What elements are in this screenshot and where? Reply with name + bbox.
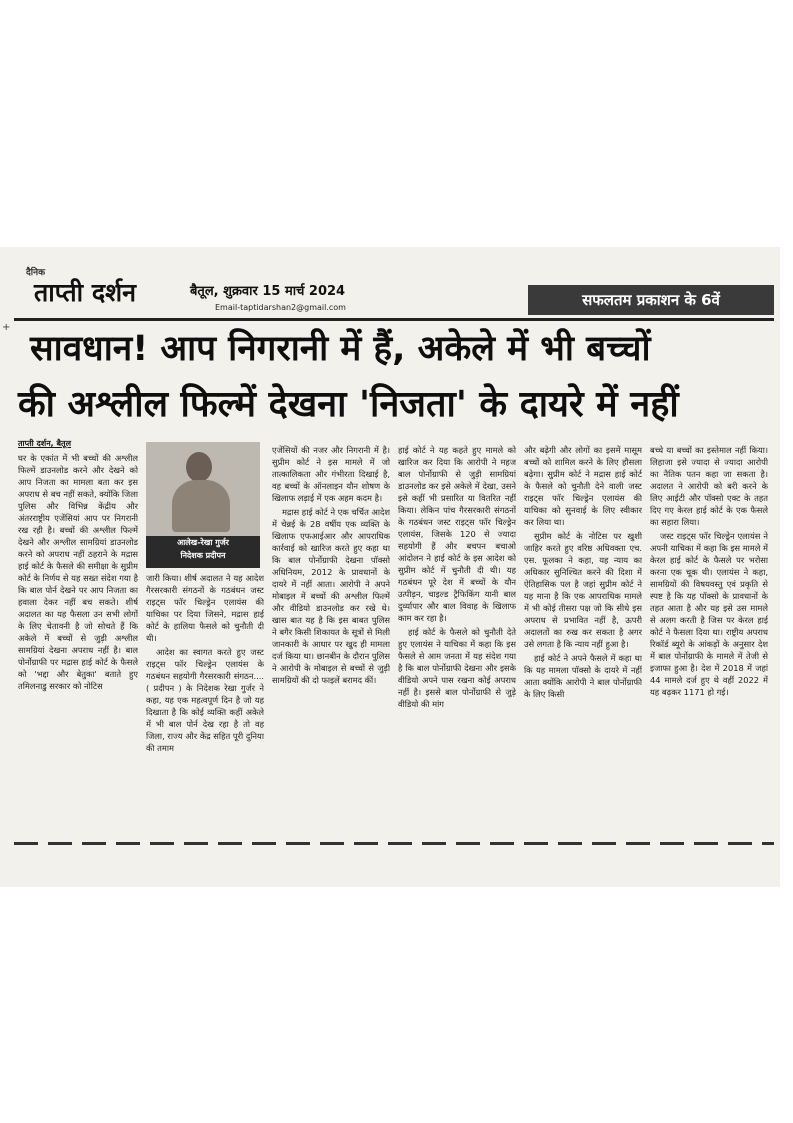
caption-line-2: निदेशक प्रदीपन (180, 551, 226, 560)
dateline: बैतूल, शुक्रवार 15 मार्च 2024 (190, 284, 346, 299)
paragraph: आदेश का स्वागत करते हुए जस्ट राइट्स फॉर चिल्ड्रेन एलायंस के गठबंधन सहयोगी गैरसरकारी संगठन....( प्रदीपन ) के निदेशक रेखा गुर्जर ने कहा, यह एक महत्वपूर्ण दिन है जो यह दिखाता है कि कोई व्यक्ति कहीं अकेले में भी बाल पोर्न देख रहा है तो वह जिला, राज्य और केंद्र सहित पूरी दुनिया की तमाम (146, 647, 264, 753)
masthead-daily-label: दैनिक (26, 268, 46, 278)
byline: ताप्ती दर्शन, बैतूल (18, 439, 72, 448)
headline-line-2: की अश्लील फिल्में देखना 'निजता' के दायरे में नहीं (18, 384, 679, 425)
newspaper-name: ताप्ती दर्शन (34, 278, 137, 307)
paragraph: घर के एकांत में भी बच्चों की अश्लील फिल्में डाउनलोड करने और देखने को आप निजता का मामला बता कर इस अपराध से बच नहीं सकते, क्योंकि जिला पुलिस और विभिन्न केंद्रीय और अंतरराष्ट्रीय एजेंसियां आप पर निगरानी रख रही है। बच्चों की अश्लील फिल्में देखने और अश्लील सामग्रियां डाउनलोड करने को अपराध नहीं ठहराने के मद्रास हाई कोर्ट के फैसले की समीक्षा के सुप्रीम कोर्ट के निर्णय से यह सख्त संदेश गया है कि बाल पोर्न देखने पर आप निजता का हवाला देकर नहीं बच सकते। शीर्ष अदालत का यह फैसला उन सभी लोगों के लिए चेतावनी है जो सोचते हैं कि अकेले में बच्चों से जुड़ी अश्लील सामग्रियां देखना अपराध नहीं है। बाल पोर्नोग्राफी पर मद्रास हाई कोर्ट के फैसले को 'भद्दा और बेतुका' बताते हुए तमिलनाडु सरकार को नोटिस (18, 453, 138, 691)
headline-line-1: सावधान! आप निगरानी में हैं, अकेले में भी बच्चों (30, 329, 651, 369)
article-column-2 (146, 572, 264, 834)
paragraph: मद्रास हाई कोर्ट ने एक चर्चित आदेश में चेन्नई के 28 वर्षीय एक व्यक्ति के खिलाफ एफआईआर और आपराधिक कार्रवाई को खारिज करते हुए कहा था कि बाल पोर्नोग्राफी देखना पॉक्सो अधिनियम, 2012 के प्रावधानों के दायरे में नहीं आता। आरोपी ने अपने मोबाइल में बच्चों की अश्लील फिल्में और वीडियो डाउनलोड कर रखे थे। खास बात यह है कि इस बाबत पुलिस ने बगैर किसी शिकायत के सूत्रों से मिली जानकारी के आधार पर खुद ही मामला दर्ज किया था। छानबीन के दौरान पुलिस ने आरोपी के मोबाइल से बच्चों से जुड़ी सामग्रियों की दो फाइलें बरामद कीं। (272, 507, 390, 685)
author-body (172, 480, 230, 532)
edge-plus-mark: + (2, 322, 11, 333)
masthead-rule (14, 318, 774, 321)
author-face (186, 452, 212, 482)
photo-caption (146, 536, 260, 568)
masthead-email: Email-taptidarshan2@gmail.com (215, 303, 346, 312)
paragraph: एजेंसियों की नजर और निगरानी में है। सुप्रीम कोर्ट ने इस मामले में जो तात्कालिकता और गंभीरता दिखाई है, वह बच्चों के ऑनलाइन यौन शोषण के खिलाफ लड़ाई में एक अहम कदम है। (272, 445, 390, 503)
article-column-4 (398, 444, 516, 834)
anniversary-banner: सफलतम प्रकाशन के 6वें (528, 285, 774, 315)
paragraph: सुप्रीम कोर्ट के नोटिस पर खुशी जाहिर करते हुए वरिष्ठ अधिवक्ता एच. एस. फूलका ने कहा, यह न्याय का अधिकार सुनिश्चित करने की दिशा में ऐतिहासिक पल है जहां सुप्रीम कोर्ट ने यह माना है कि एक आपराधिक मामले में भी कोई तीसरा पक्ष जो कि सीधे इस अपराध से प्रभावित नहीं है, ऊपरी अदालतों का रुख कर सकता है अगर उसे लगता है कि न्याय नहीं हुआ है। (524, 531, 642, 649)
masthead (14, 265, 774, 317)
article-column-3 (272, 444, 390, 834)
paragraph: जस्ट राइट्स फॉर चिल्ड्रेन एलायंस ने अपनी याचिका में कहा कि इस मामले में केरल हाई कोर्ट के फैसले पर भरोसा करना एक चूक थी। एलायंस ने कहा, सामग्रियों की विषयवस्तु एवं प्रकृति से स्पष्ट है कि यह पॉक्सो के प्रावधानों के तहत आता है और यह इसे उस मामले से अलग करती है जिस पर केरल हाई कोर्ट ने फैसला दिया था। राष्ट्रीय अपराध रिकॉर्ड ब्यूरो के आंकड़ों के अनुसार देश में बाल पोर्नोग्राफी के मामले में तेजी से इजाफा हुआ है। देश में 2018 में जहां 44 मामले दर्ज हुए थे वहीं 2022 में यह बढ़कर 1171 हो गई। (650, 531, 768, 697)
paragraph: हाई कोर्ट के फैसले को चुनौती देते हुए एलायंस ने याचिका में कहा कि इस फैसले से आम जनता में यह संदेश गया है कि बाल पोर्नोग्राफी देखना और इसके वीडियो अपने पास रखना कोई अपराध नहीं है। इससे बाल पोर्नोग्राफी से जुड़े वीडियो की मांग (398, 627, 516, 709)
paragraph: हाई कोर्ट ने अपने फैसले में कहा था कि यह मामला पॉक्सो के दायरे में नहीं आता क्योंकि आरोपी ने बाल पोर्नोग्राफी के लिए किसी (524, 653, 642, 699)
caption-line-1: आलेख-रेखा गुर्जर (177, 538, 229, 547)
paragraph: और बढ़ेगी और लोगों का इसमें मासूम बच्चों को शामिल करने के लिए हौसला बढ़ेगा। सुप्रीम कोर्ट ने मद्रास हाई कोर्ट के फैसले को चुनौती देने वाली जस्ट राइट्स फॉर चिल्ड्रेन एलायंस की याचिका को सुनवाई के लिए स्वीकार कर लिया था। (524, 445, 642, 527)
article-column-1 (18, 452, 138, 832)
paragraph: बच्चे या बच्चों का इस्तेमाल नहीं किया। लिहाजा इसे ज्यादा से ज्यादा आरोपी का नैतिक पतन कहा जा सकता है। अदालत ने आरोपी को बरी करने के लिए आईटी और पॉक्सो एक्ट के तहत दिए गए केरल हाई कोर्ट के एक फैसले का सहारा लिया। (650, 445, 768, 527)
article-column-5 (524, 444, 642, 834)
paragraph: हाई कोर्ट ने यह कहते हुए मामले को खारिज कर दिया कि आरोपी ने महज बाल पोर्नोग्राफी से जुड़ी सामग्रियां डाउनलोड कर इसे अकेले में देखा, उसने इसे कहीं भी प्रसारित या वितरित नहीं किया। लेकिन पांच गैरसरकारी संगठनों के गठबंधन जस्ट राइट्स फॉर चिल्ड्रेन एलायंस, जिसके 120 से ज्यादा सहयोगी हैं और बचपन बचाओ आंदोलन ने हाई कोर्ट के इस आदेश को सुप्रीम कोर्ट में चुनौती दी थी। यह गठबंधन पूरे देश में बच्चों के यौन उत्पीड़न, चाइल्ड ट्रैफिकिंग यानी बाल दुर्व्यापार और बाल विवाह के खिलाफ काम कर रहा है। (398, 445, 516, 623)
article-column-6 (650, 444, 768, 834)
footer-rule (14, 842, 774, 845)
paragraph: जारी किया। शीर्ष अदालत ने यह आदेश गैरसरकारी संगठनों के गठबंधन जस्ट राइट्स फॉर चिल्ड्रेन एलायंस की याचिका पर दिया जिसने, मद्रास हाई कोर्ट के हालिया फैसले को चुनौती दी थी। (146, 573, 264, 643)
